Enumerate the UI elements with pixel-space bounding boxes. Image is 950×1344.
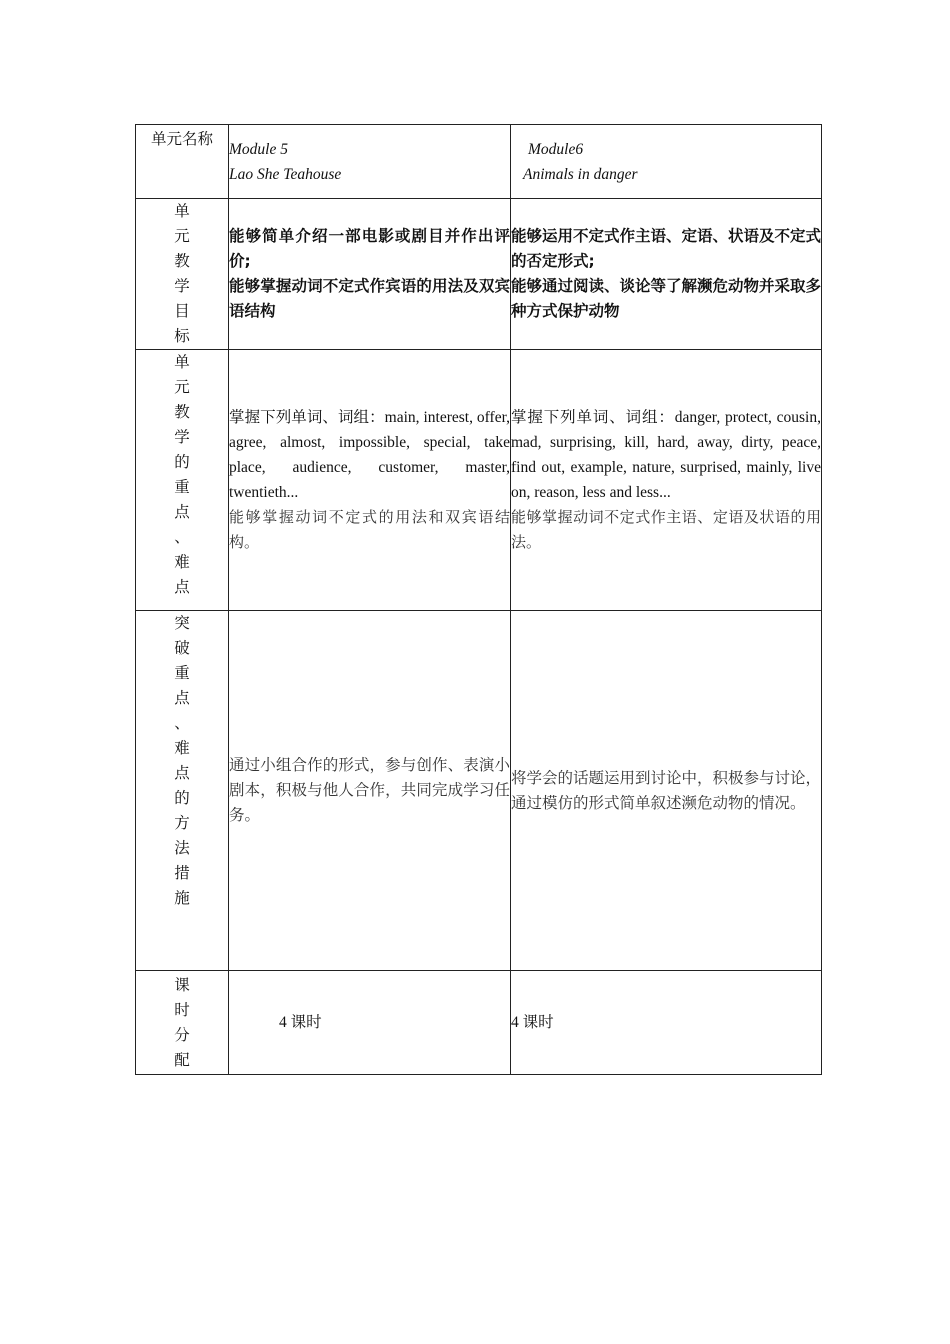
module5-hours-cell [229,971,511,1075]
row-label-text: 单元名称 [150,130,213,148]
table-row [136,125,822,199]
unit-plan-table [135,124,822,1075]
label-char: 重 [174,664,190,682]
label-char: 分 [174,1025,190,1044]
label-char: 措 [174,864,190,882]
label-char: 时 [174,1000,190,1019]
goal-item: 能够通过阅读、谈论等了解濒危动物并采取多种方式保护动物 [511,277,822,320]
module6-methods-cell [511,611,822,971]
module5-number: Module 5 [229,140,288,158]
label-char: 元 [174,378,190,396]
row-label-hours [136,971,229,1075]
label-char: 元 [174,227,190,245]
label-char: 、 [174,714,190,732]
label-char: 的 [174,453,190,471]
row-label-key-points [136,350,229,611]
vocabulary-list: 掌握下列单词、词组：main, interest, offer, agree, almost, impossible, special, take place, audience, customer, master, twentieth... [229,409,510,501]
hours-value: 4 课时 [279,1014,322,1031]
vocabulary-list: 掌握下列单词、词组：danger, protect, cousin, mad, surprising, kill, hard, away, dirty, peace, find out, example, nature, surprised, mainly, live on, reason, less and less... [511,409,821,501]
table-row [136,199,822,350]
module6-hours-cell [511,971,822,1075]
method-text: 将学会的话题运用到讨论中，积极参与讨论，通过模仿的形式简单叙述濒危动物的情况。 [511,768,822,812]
label-char: 课 [174,975,190,994]
grammar-point: 能够掌握动词不定式的用法和双宾语结构。 [229,508,510,551]
module5-methods-cell [229,611,511,971]
module6-goals-cell [511,199,822,350]
label-char: 点 [174,503,190,521]
label-char: 学 [174,277,190,295]
goal-item: 能够简单介绍一部电影或剧目并作出评价; [229,227,510,270]
label-char: 单 [174,353,190,371]
table-row [136,350,822,611]
module6-key-points-cell [511,350,822,611]
label-char: 、 [174,528,190,546]
label-char: 学 [174,428,190,446]
module5-key-points-cell [229,350,511,611]
label-char: 法 [174,839,190,857]
label-char: 重 [174,478,190,496]
label-char: 点 [174,689,190,707]
row-label-methods [136,611,229,971]
label-char: 配 [174,1050,190,1069]
label-char: 教 [174,403,190,421]
goal-item: 能够掌握动词不定式作宾语的用法及双宾语结构 [229,277,510,320]
module6-name-cell [511,125,822,199]
label-char: 施 [174,889,190,907]
label-char: 破 [174,639,190,657]
label-char: 难 [174,553,190,571]
module5-title: Lao She Teahouse [229,165,342,183]
module6-title: Animals in danger [523,165,638,183]
goal-item: 能够运用不定式作主语、定语、状语及不定式的否定形式; [511,227,822,270]
row-label-unit-name [136,125,229,199]
label-char: 的 [174,789,190,807]
grammar-point: 能够掌握动词不定式作主语、定语及状语的用法。 [511,508,821,551]
label-char: 单 [174,202,190,220]
module5-goals-cell [229,199,511,350]
table-row [136,971,822,1075]
module6-number: Module6 [528,140,584,158]
label-char: 点 [174,764,190,782]
label-char: 目 [174,302,190,320]
label-char: 标 [174,327,190,345]
label-char: 难 [174,739,190,757]
module5-name-cell [229,125,511,199]
method-text: 通过小组合作的形式，参与创作、表演小剧本，积极与他人合作，共同完成学习任务。 [229,756,510,824]
hours-value: 4 课时 [511,1014,554,1031]
table-row [136,611,822,971]
label-char: 教 [174,252,190,270]
label-char: 点 [174,578,190,596]
row-label-teaching-goals [136,199,229,350]
label-char: 突 [174,614,190,632]
label-char: 方 [174,814,190,832]
